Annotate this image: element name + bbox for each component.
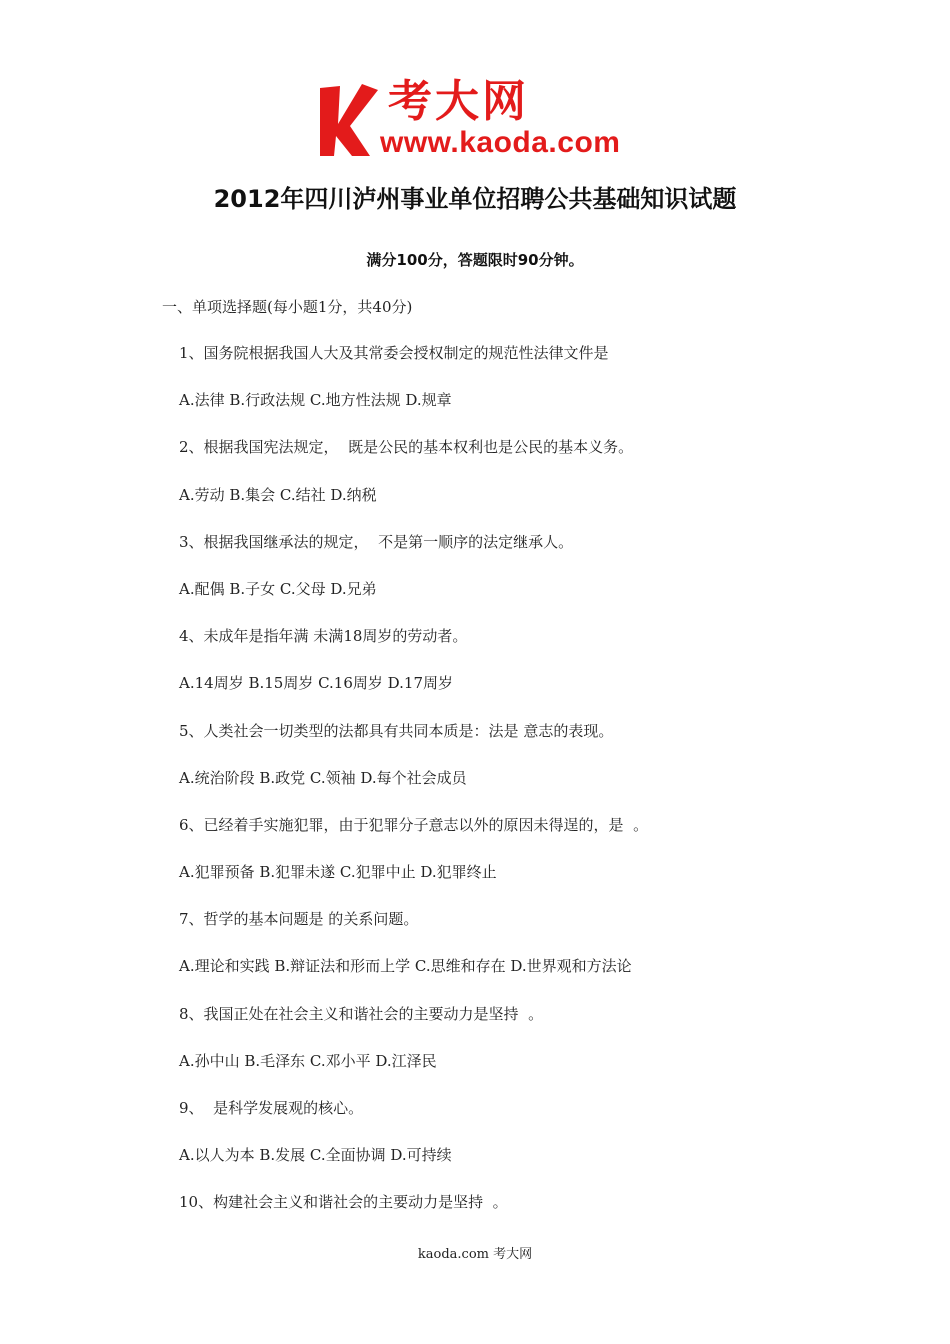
kaoda-logo[interactable] bbox=[318, 76, 640, 162]
page-footer: kaoda.com 考大网 bbox=[417, 1247, 533, 1262]
question-text: 8、我国正处在社会主义和谐社会的主要动力是坚持 。 bbox=[179, 1004, 544, 1023]
section-heading: 一、单项选择题(每小题1分，共40分) bbox=[162, 298, 413, 316]
page-subtitle: 满分100分，答题限时90分钟。 bbox=[366, 251, 584, 269]
question-options: A.犯罪预备 B.犯罪未遂 C.犯罪中止 D.犯罪终止 bbox=[179, 863, 497, 882]
question-options: A.统治阶段 B.政党 C.领袖 D.每个社会成员 bbox=[179, 768, 467, 787]
question-options: A.以人为本 B.发展 C.全面协调 D.可持续 bbox=[179, 1146, 452, 1165]
question-text: 6、已经着手实施犯罪，由于犯罪分子意志以外的原因未得逞的，是 。 bbox=[179, 815, 649, 834]
question-text: 1、国务院根据我国人大及其常委会授权制定的规范性法律文件是 bbox=[179, 344, 609, 362]
logo-k-mark bbox=[318, 82, 378, 158]
question-text: 9、 是科学发展观的核心。 bbox=[179, 1099, 364, 1117]
question-options: A.法律 B.行政法规 C.地方性法规 D.规章 bbox=[179, 391, 452, 410]
question-list bbox=[179, 342, 879, 1239]
question-text: 7、哲学的基本问题是 的关系问题。 bbox=[179, 910, 419, 929]
page-title: 2012年四川泸州事业单位招聘公共基础知识试题 bbox=[213, 185, 737, 213]
question-options: A.孙中山 B.毛泽东 C.邓小平 D.江泽民 bbox=[179, 1051, 437, 1070]
question-text: 4、未成年是指年满 未满18周岁的劳动者。 bbox=[179, 627, 468, 646]
logo-name-cn: 考大网 bbox=[388, 76, 529, 127]
question-options: A.理论和实践 B.辩证法和形而上学 C.思维和存在 D.世界观和方法论 bbox=[179, 957, 632, 976]
logo-url: www.kaoda.com bbox=[380, 126, 621, 159]
question-text: 2、根据我国宪法规定， 既是公民的基本权利也是公民的基本义务。 bbox=[179, 438, 634, 457]
question-options: A.配偶 B.子女 C.父母 D.兄弟 bbox=[179, 579, 377, 598]
question-options: A.14周岁 B.15周岁 C.16周岁 D.17周岁 bbox=[179, 674, 454, 693]
question-options: A.劳动 B.集会 C.结社 D.纳税 bbox=[179, 485, 377, 504]
question-text: 10、构建社会主义和谐社会的主要动力是坚持 。 bbox=[179, 1193, 508, 1212]
question-text: 5、人类社会一切类型的法都具有共同本质是：法是 意志的表现。 bbox=[179, 721, 614, 740]
question-text: 3、根据我国继承法的规定， 不是第一顺序的法定继承人。 bbox=[179, 532, 574, 551]
